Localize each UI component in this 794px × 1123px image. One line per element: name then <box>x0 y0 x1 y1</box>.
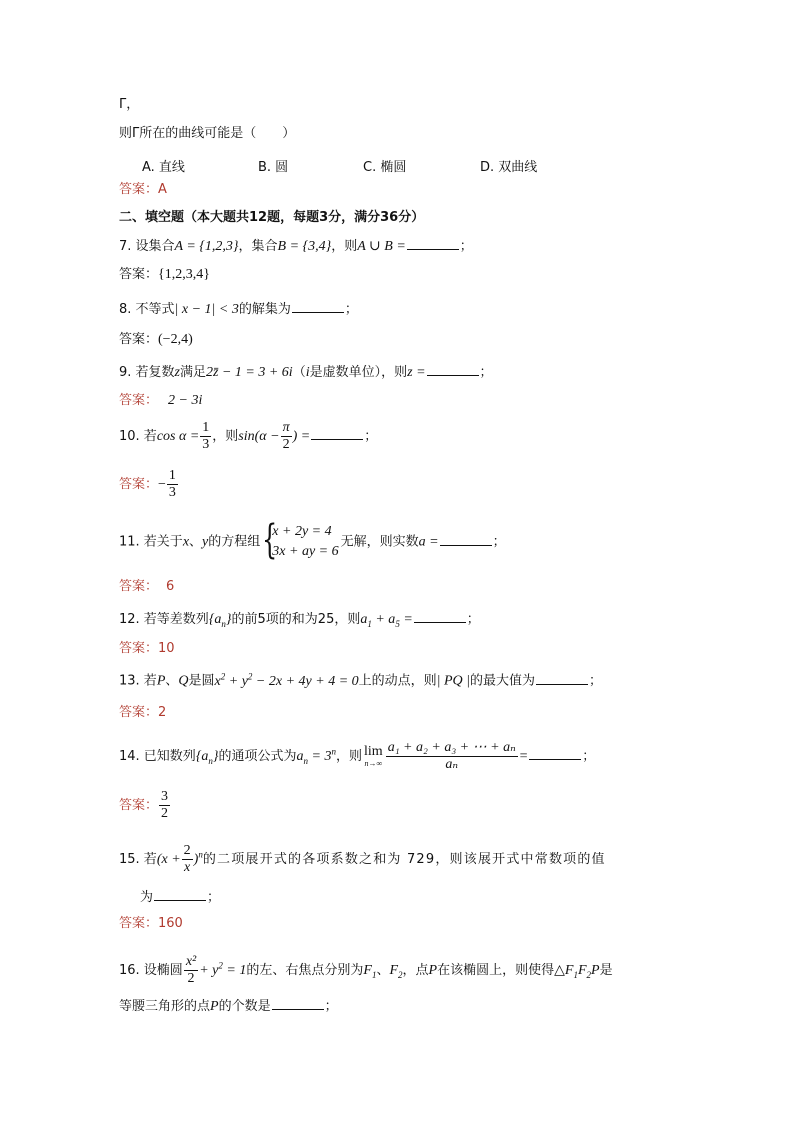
q15-answer-value: 160 <box>158 916 183 931</box>
q7-math-union: A ∪ B = <box>357 239 406 254</box>
q10-text-1: 10. 若 <box>119 429 157 444</box>
q16-text-6: 是 <box>599 963 613 978</box>
q16-math-p: P <box>428 963 438 978</box>
q6-choice-b: B. 圆 <box>258 160 289 175</box>
q13-answer-label: 答案： <box>119 705 159 720</box>
q16-fraction <box>184 954 198 987</box>
q9-math-z2: z = <box>407 365 426 380</box>
q8-math-ineq: | x − 1| < 3 <box>174 302 239 317</box>
q14-lim-sub: n→∞ <box>364 759 383 768</box>
q14-text-4: ； <box>582 749 596 764</box>
q6-choice-c: C. 椭圆 <box>363 160 407 175</box>
q9-text-1: 9. 若复数 <box>119 365 175 380</box>
q7-text-1: 7. 设集合 <box>119 239 175 254</box>
q11-text-3: 的方程组 <box>208 534 261 550</box>
q16-text-3: 、 <box>376 963 390 978</box>
q11-brace: { <box>262 517 278 563</box>
q14-text-2: 的通项公式为 <box>218 749 297 764</box>
q15-blank <box>154 889 206 901</box>
q8-answer-value: (−2,4) <box>158 332 193 347</box>
q12-blank <box>414 611 466 623</box>
q16-text-5: 在该椭圆上，则使得 <box>437 963 555 978</box>
q10-frac1-num: 1 <box>202 420 210 435</box>
q13-math-circle: $x^2 + y^2 - 2x + 4y + 4 = 0$ <box>214 671 359 689</box>
q9-answer <box>119 394 202 408</box>
q10-answer-sign: − <box>158 477 166 492</box>
q15-frac-den: x <box>184 860 191 875</box>
q7-answer-label: 答案： <box>119 267 159 282</box>
q14-answer <box>119 789 171 822</box>
q15-math-close: )$^n$ <box>193 849 203 867</box>
q7-answer <box>119 268 210 282</box>
q9-math-eq: 2z̄ − 1 = 3 + 6i <box>206 365 293 380</box>
q9-math-z: z <box>174 365 180 380</box>
q16-text-1: 16. 设椭圆 <box>119 963 183 978</box>
q12-answer-label: 答案： <box>119 641 159 656</box>
q16-text-9: ； <box>324 999 338 1014</box>
q6-choice-d: D. 双曲线 <box>480 160 538 175</box>
q10-frac1-den: 3 <box>202 437 210 452</box>
q16-text-7: 等腰三角形的点 <box>119 999 211 1014</box>
q9-text-2: 满足 <box>180 365 207 380</box>
q9-text-3: （ <box>292 365 306 380</box>
q15-text-1: 15. 若 <box>119 852 157 867</box>
q8-answer-label: 答案： <box>119 332 159 347</box>
q15-frac-num: 2 <box>183 843 191 858</box>
q11-text-2: 、 <box>189 534 203 550</box>
q10-blank <box>311 428 363 440</box>
q12-text-2: 的前5项的和为25，则 <box>231 612 361 627</box>
question-7 <box>119 238 473 254</box>
q10-text-2: ，则 <box>212 429 239 444</box>
q16-math-f2: $F_2$ <box>389 963 403 980</box>
q14-answer-label: 答案： <box>119 798 159 813</box>
q14-lim-word: lim <box>364 744 383 759</box>
q11-answer-label: 答案： <box>119 579 159 594</box>
q9-math-i: i <box>305 365 310 380</box>
q11-text-5: ； <box>492 534 506 550</box>
question-16 <box>119 954 613 987</box>
question-10 <box>119 420 377 453</box>
question-13 <box>119 672 602 689</box>
q11-math-a: a = <box>418 534 439 550</box>
q11-math-y: y <box>202 534 209 550</box>
q10-fraction-2 <box>281 420 292 453</box>
question-8 <box>119 301 358 317</box>
q14-blank <box>529 748 581 760</box>
q13-blank <box>536 673 588 685</box>
q15-fraction <box>182 843 193 876</box>
q7-blank <box>407 238 459 250</box>
q15-math-open: (x + <box>156 852 181 867</box>
q8-text-3: ； <box>344 302 358 317</box>
q14-frac-den: aₙ <box>445 757 459 772</box>
q10-math-sin: sin(α − <box>238 429 280 444</box>
q10-math-cos: cos α = <box>156 429 200 444</box>
q16-frac-num: x² <box>185 954 197 969</box>
q14-math-formula: $a_n = 3^n$ <box>296 746 336 766</box>
q13-text-3: 是圆 <box>188 673 215 689</box>
q10-text-3: ； <box>364 429 378 444</box>
q8-answer <box>119 333 193 347</box>
question-11 <box>119 517 506 563</box>
q12-answer-value: 10 <box>158 641 175 656</box>
section-2-title: 二、填空题（本大题共12题，每题3分，满分36分） <box>119 210 425 225</box>
q11-answer <box>119 580 174 593</box>
q8-blank <box>292 301 344 313</box>
q15-answer <box>119 917 183 930</box>
q11-math-x: x <box>182 534 190 550</box>
q12-math-seq: $\{a_n\}$ <box>208 612 232 629</box>
q12-answer <box>119 642 175 655</box>
q10-math-close: ) = <box>292 429 311 444</box>
q14-text-1: 14. 已知数列 <box>119 749 196 764</box>
q11-blank <box>440 534 492 546</box>
q13-text-4: 上的动点，则 <box>358 673 437 689</box>
q14-answer-fraction <box>159 789 170 822</box>
q16-text-4: ，点 <box>402 963 429 978</box>
q16-frac-den: 2 <box>187 971 195 986</box>
q10-fraction-1 <box>200 420 211 453</box>
question-12 <box>119 611 480 629</box>
q10-answer-label: 答案： <box>119 477 159 492</box>
question-14 <box>119 740 595 773</box>
q9-text-4: 是虚数单位），则 <box>309 365 408 380</box>
q7-text-2: ，集合 <box>238 239 278 254</box>
q11-answer-value: 6 <box>166 579 175 594</box>
q14-answer-num: 3 <box>161 789 169 804</box>
q15-text-2: 的二项展开式的各项系数之和为 729，则该展开式中常数项的值 <box>202 852 606 867</box>
q10-answer-den: 3 <box>168 485 176 500</box>
q6-stem: 则Γ所在的曲线可能是（ ） <box>119 126 296 141</box>
q9-blank <box>427 364 479 376</box>
q13-math-p: P <box>156 673 166 689</box>
q13-math-q: Q <box>178 673 189 689</box>
q15-answer-label: 答案： <box>119 916 159 931</box>
q12-math-sum: $a_1 + a_5$ = <box>360 612 413 629</box>
q7-text-3: ，则 <box>331 239 358 254</box>
q11-equation-2: 3x + ay = 6 <box>272 544 339 559</box>
q15-text-4: ； <box>207 890 221 905</box>
q12-text-3: ； <box>466 612 480 627</box>
question-16-cont <box>119 998 338 1014</box>
q14-fraction <box>386 740 518 773</box>
q10-frac2-den: 2 <box>282 437 290 452</box>
q16-blank <box>272 998 324 1010</box>
q16-math-triangle: $\triangle F_1F_2P$ <box>554 963 600 980</box>
q11-text-1: 11. 若关于 <box>119 534 183 550</box>
q14-answer-den: 2 <box>161 806 169 821</box>
q14-limit <box>364 745 383 768</box>
q13-text-5: 的最大值为 <box>470 673 536 689</box>
q14-math-seq: $\{a_n\}$ <box>195 749 219 766</box>
q16-text-2: 的左、右焦点分别为 <box>246 963 364 978</box>
q13-math-pq: | PQ | <box>436 673 471 689</box>
q16-math-f1: $F_1$ <box>363 963 377 980</box>
q7-math-a: A = {1,2,3} <box>174 239 239 254</box>
q11-text-4: 无解，则实数 <box>340 534 419 550</box>
question-15 <box>119 843 606 876</box>
question-9 <box>119 364 493 380</box>
q6-answer: 答案：A <box>119 182 167 197</box>
q13-text-6: ； <box>589 673 603 689</box>
q16-math-ellipse: + $y^2 = 1$ <box>199 960 247 978</box>
q11-equation-system <box>262 517 339 563</box>
question-15-cont <box>140 889 220 904</box>
q13-text-1: 13. 若 <box>119 673 157 689</box>
q14-math-eq: = <box>518 749 529 764</box>
q9-text-5: ； <box>479 365 493 380</box>
q7-math-b: B = {3,4} <box>277 239 332 254</box>
q6-choice-a: A. 直线 <box>142 160 185 175</box>
q13-answer <box>119 706 166 719</box>
q10-frac2-num: π <box>282 420 290 435</box>
q13-text-2: 、 <box>165 673 179 689</box>
q9-answer-label: 答案： <box>119 393 159 408</box>
q14-frac-num: a₁ + a₂ + a₃ + ⋯ + aₙ <box>387 740 516 755</box>
q9-answer-value: 2 − 3i <box>168 393 203 408</box>
q13-answer-value: 2 <box>158 705 167 720</box>
q8-text-1: 8. 不等式 <box>119 302 175 317</box>
q16-math-p2: P <box>210 999 219 1014</box>
q12-text-1: 12. 若等差数列 <box>119 612 209 627</box>
q7-text-4: ； <box>459 239 473 254</box>
q10-answer-num: 1 <box>168 468 176 483</box>
q10-answer-fraction <box>167 468 178 501</box>
q15-text-3: 为 <box>140 890 154 905</box>
q16-text-8: 的个数是 <box>218 999 271 1014</box>
q11-equation-1: x + 2y = 4 <box>272 524 332 539</box>
q7-answer-value: {1,2,3,4} <box>158 267 210 282</box>
q6-gamma-line: Γ， <box>119 97 140 112</box>
q10-answer <box>119 468 179 501</box>
q8-text-2: 的解集为 <box>238 302 291 317</box>
q14-text-3: ，则 <box>336 749 363 764</box>
